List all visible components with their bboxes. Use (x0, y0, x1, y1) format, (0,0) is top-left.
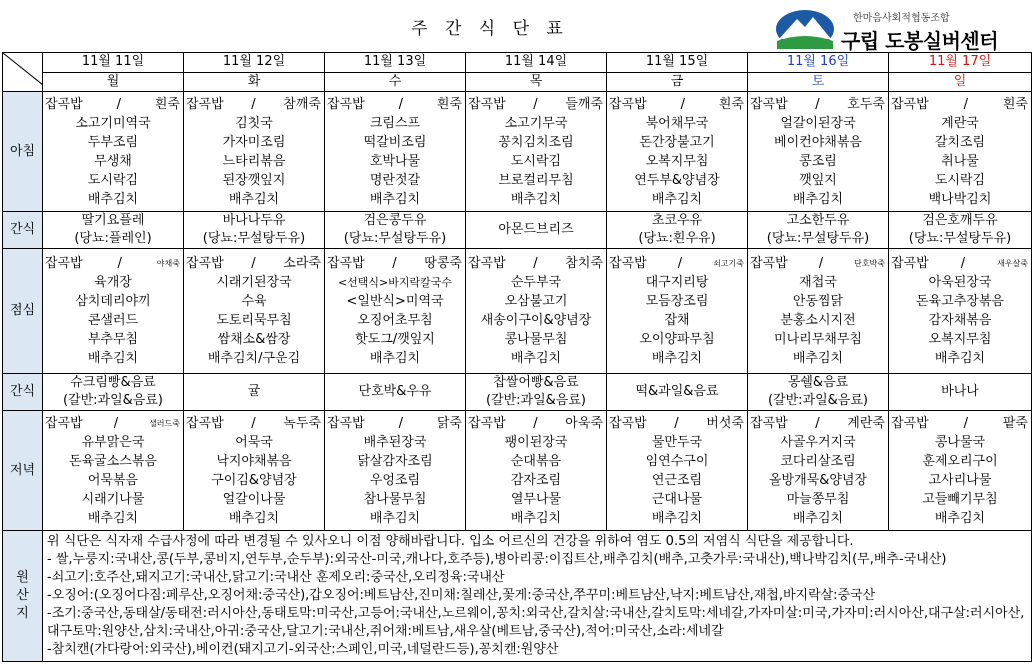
dish-item: 콩조림 (799, 153, 837, 169)
porridge-text: 쇠고기죽 (713, 259, 744, 268)
rice-porridge-line (325, 254, 465, 273)
rice-porridge-line (466, 414, 606, 433)
lunch-cell (748, 249, 889, 374)
weekly-menu-table (2, 52, 1032, 662)
dish-item: 사골우거지국 (780, 434, 856, 450)
rice-text: 잡곡밥 (468, 415, 506, 431)
dish-item: 닭살감자조림 (357, 453, 433, 469)
dish-item: 열무나물 (510, 491, 562, 507)
rice-porridge-line (607, 95, 747, 114)
dinner-cell (325, 411, 466, 531)
snack-item: 아몬드브리즈 (498, 222, 574, 237)
dinner-cell (466, 411, 607, 531)
slash-separator: / (680, 96, 685, 112)
porridge-text: 버섯죽 (706, 415, 744, 431)
dish-item: 모듬장조림 (645, 294, 709, 309)
dish-item: 도토리묵무침 (216, 313, 292, 328)
breakfast-cell (607, 92, 748, 212)
dish-item: 베이컨야채볶음 (774, 134, 862, 150)
rice-text: 잡곡밥 (327, 256, 365, 271)
snack-note: (갈반:과일&음료) (767, 393, 868, 408)
snack-note: (당뇨:흰우유) (638, 231, 716, 246)
weekday-cell: 화 (184, 72, 325, 92)
dish-item: 도시락김 (934, 172, 986, 188)
dish-item: <일반식>미역국 (346, 294, 444, 309)
diagonal-divider (3, 53, 43, 85)
dish-item: 두부조림 (87, 134, 139, 150)
porridge-text: 들깨죽 (565, 96, 603, 112)
origin-label-char: 산 (16, 588, 29, 603)
date-cell: 11월 14일 (466, 53, 607, 73)
date-cell: 11월 11일 (43, 53, 184, 73)
dish-item: 소고기미역국 (75, 115, 151, 131)
dish-item: 핫도그/깻잎지 (355, 332, 435, 347)
snack1-cell (43, 212, 184, 249)
dish-item: 마늘쫑무침 (786, 491, 850, 507)
dish-item: 배추김치 (651, 351, 703, 366)
dish-item: 배추김치/구운김 (207, 351, 301, 366)
snack-item: 바나나두유 (222, 213, 286, 228)
origin-line: -쇠고기:호주산,돼지고기:국내산,닭고기:국내산 훈제오리:중국산,오리정육:국내산 (47, 570, 505, 585)
breakfast-cell (184, 92, 325, 212)
dish-item: 부추무침 (87, 332, 139, 347)
dish-item: 연두부&양념장 (634, 172, 720, 188)
dish-item: 대구지리탕 (645, 275, 709, 290)
dish-item: 가자미조림 (222, 134, 286, 150)
dish-item: 시래기된장국 (216, 275, 292, 290)
rice-porridge-line (889, 95, 1031, 114)
snack-item: 떡&과일&음료 (635, 384, 719, 399)
mountain-logo-icon (775, 9, 835, 49)
dish-item: 어묵볶음 (87, 472, 139, 488)
dinner-row (3, 411, 1032, 531)
dish-item: 느타리볶음 (222, 153, 286, 169)
snack-note: (갈반:과일&음료) (62, 393, 163, 408)
slash-separator: / (398, 96, 403, 112)
dinner-cell (748, 411, 889, 531)
dish-item: 순두부국 (510, 275, 562, 290)
porridge-text: 흰죽 (154, 96, 180, 112)
snack1-cell (889, 212, 1032, 249)
dish-item: 삼치데리야끼 (75, 294, 151, 309)
slash-separator: / (533, 415, 538, 431)
date-cell: 11월 13일 (325, 53, 466, 73)
dish-item: 배추김치 (792, 351, 844, 366)
dish-item: 유부맑은국 (81, 434, 145, 450)
rice-porridge-line (607, 254, 747, 273)
slash-separator: / (117, 256, 122, 271)
origin-label (3, 531, 43, 662)
dish-item: 팽이된장국 (504, 434, 568, 450)
dish-item: 돈간장불고기 (639, 134, 715, 150)
snack1-cell (748, 212, 889, 249)
weekday-cell: 금 (607, 72, 748, 92)
dish-item: 미나리무채무침 (774, 332, 862, 347)
dish-item: 코다리살조림 (780, 453, 856, 469)
dinner-label: 저녁 (3, 411, 43, 531)
rice-porridge-line (43, 254, 183, 273)
snack1-label: 간식 (3, 212, 43, 249)
dish-item: 배추김치 (651, 510, 703, 526)
dish-item: 배추김치 (792, 191, 844, 207)
snack-note: (당뇨:플레인) (74, 231, 152, 246)
slash-separator: / (674, 415, 679, 431)
dish-item: 소고기무국 (504, 115, 568, 131)
date-row (3, 53, 1032, 73)
porridge-text: 땅콩죽 (424, 256, 462, 271)
organization-name: 한마음사회적협동조합 (853, 13, 950, 24)
dish-item: 육개장 (94, 275, 132, 290)
dish-item: 우엉조림 (369, 472, 421, 488)
porridge-text: 호두죽 (847, 96, 885, 112)
slash-separator: / (818, 256, 824, 271)
dinner-cell (43, 411, 184, 531)
weekday-cell: 월 (43, 72, 184, 92)
dish-item: 배추김치 (510, 351, 562, 366)
date-cell: 11월 17일 (889, 53, 1032, 73)
dish-item: 계란국 (941, 115, 979, 131)
porridge-text: 새우살죽 (997, 259, 1028, 268)
snack2-cell (607, 374, 748, 411)
rice-porridge-line (748, 254, 888, 273)
dish-item: 배추김치 (369, 510, 421, 526)
dish-item: 배추김치 (369, 191, 421, 207)
date-cell: 11월 15일 (607, 53, 748, 73)
dish-item: 브로컬리무침 (498, 172, 574, 188)
snack2-cell (889, 374, 1032, 411)
snack1-cell (466, 212, 607, 249)
dish-item: 오징어초무침 (357, 313, 433, 328)
porridge-text: 참깨죽 (283, 96, 321, 112)
snack-item: 검은콩두유 (363, 213, 427, 228)
snack-note: (당뇨:무설탕두유) (766, 231, 870, 246)
dish-item: 배추김치 (792, 510, 844, 526)
slash-separator: / (113, 415, 119, 431)
slash-separator: / (392, 256, 397, 271)
snack1-cell (325, 212, 466, 249)
date-cell: 11월 16일 (748, 53, 889, 73)
porridge-text: 소라죽 (283, 256, 321, 271)
origin-line: 위 식단은 식자재 수급사정에 따라 변경될 수 있사오니 이점 양해바랍니다. 입소 어르신의 건강을 위하여 염도 0.5의 저염식 식단을 제공합니다. (47, 534, 854, 549)
porridge-text: 흰죽 (1002, 96, 1028, 112)
snack-item: 찹쌀어빵&음료 (493, 375, 579, 390)
dish-item: 배추김치 (87, 351, 139, 366)
origin-line: - 쌀,누룽지:국내산,콩(두부,콩비지,연두부,순두부):외국산-미국,캐나다,호주등),병아리콩:이집트산,배추김치(배추,고춧가루:국내산),백나박김치(무,배추-국내산) (47, 552, 947, 567)
dish-item: <선택식>바지락칼국수 (337, 276, 453, 289)
dish-item: 근대나물 (651, 491, 703, 507)
dish-item: 구이김&양념장 (211, 472, 297, 488)
slash-separator: / (533, 256, 538, 271)
dish-item: 북어채무국 (645, 115, 709, 131)
rice-text: 잡곡밥 (468, 96, 506, 112)
snack1-cell (607, 212, 748, 249)
dish-item: 호박나물 (369, 153, 421, 169)
rice-text: 잡곡밥 (45, 96, 83, 112)
snack2-row (3, 374, 1032, 411)
dish-item: 배추김치 (228, 510, 280, 526)
dish-item: 잡채 (664, 313, 690, 328)
origin-label-char: 지 (16, 606, 29, 621)
dish-item: 임연수구이 (645, 453, 709, 469)
dish-item: 갈치조림 (934, 134, 986, 150)
rice-porridge-line (43, 414, 183, 433)
dish-item: 된장깻잎지 (222, 172, 286, 188)
dish-item: 수육 (241, 294, 267, 309)
rice-text: 잡곡밥 (609, 256, 647, 271)
rice-porridge-line (466, 254, 606, 273)
dish-item: 고사리나물 (928, 472, 992, 488)
origin-label-char: 원 (16, 570, 29, 585)
snack-note: (당뇨:무설탕두유) (908, 231, 1012, 246)
rice-text: 잡곡밥 (186, 415, 224, 431)
rice-porridge-line (184, 95, 324, 114)
breakfast-cell (325, 92, 466, 212)
origin-line: -참치캔(가다랑어:외국산),베이컨(돼지고기-외국산:스페인,미국,네덜란드등),꽁치캔:원양산 (47, 642, 559, 657)
dish-item: 참나물무침 (363, 491, 427, 507)
weekday-cell: 수 (325, 72, 466, 92)
dish-item: 고들빼기무침 (922, 491, 998, 507)
dish-item: 배추김치 (934, 351, 986, 366)
center-name: 구립 도봉실버센터 (841, 29, 999, 53)
slash-separator: / (963, 96, 968, 112)
slash-separator: / (533, 96, 538, 112)
dish-item: 감자채볶음 (928, 313, 992, 328)
lunch-cell (889, 249, 1032, 374)
snack-item: 초코우유 (651, 213, 703, 228)
slash-separator: / (398, 415, 403, 431)
dish-item: 백나박김치 (928, 191, 992, 207)
dish-item: 안동찜닭 (792, 294, 844, 309)
rice-text: 잡곡밥 (891, 415, 929, 431)
dish-item: 분홍소시지전 (780, 313, 856, 328)
porridge-text: 흰죽 (718, 96, 744, 112)
dish-item: 배추김치 (87, 510, 139, 526)
slash-separator: / (963, 415, 968, 431)
dish-item: 얼갈이된장국 (780, 115, 856, 131)
rice-porridge-line (889, 254, 1031, 273)
dish-item: 배추김치 (651, 191, 703, 207)
dish-item: 콩나물무침 (504, 332, 568, 347)
breakfast-label: 아침 (3, 92, 43, 212)
slash-separator: / (815, 415, 820, 431)
porridge-text: 단호박죽 (854, 259, 885, 268)
dinner-cell (607, 411, 748, 531)
dish-item: 오삼불고기 (504, 294, 568, 309)
porridge-text: 팥죽 (1002, 415, 1028, 431)
rice-text: 잡곡밥 (468, 256, 506, 271)
snack-note: (갈반:과일&음료) (485, 393, 586, 408)
dish-item: 명란젓갈 (369, 172, 421, 188)
rice-text: 잡곡밥 (327, 96, 365, 112)
rice-porridge-line (466, 95, 606, 114)
dish-item: 아욱된장국 (928, 275, 992, 290)
dish-item: 도시락김 (87, 172, 139, 188)
rice-text: 잡곡밥 (609, 96, 647, 112)
dish-item: 올방개묵&양념장 (768, 472, 868, 488)
snack2-cell (184, 374, 325, 411)
porridge-text: 참치죽 (565, 256, 603, 271)
breakfast-cell (748, 92, 889, 212)
weekday-cell: 목 (466, 72, 607, 92)
rice-porridge-line (43, 95, 183, 114)
lunch-cell (184, 249, 325, 374)
snack-item: 귤 (247, 384, 261, 399)
lunch-row (3, 249, 1032, 374)
dish-item: 감자조림 (510, 472, 562, 488)
snack1-row (3, 212, 1032, 249)
dish-item: 꽁치김치조림 (498, 134, 574, 150)
dish-item: 배추김치 (934, 510, 986, 526)
porridge-text: 야채죽 (156, 259, 180, 268)
lunch-label: 점심 (3, 249, 43, 374)
dish-item: 얼갈이나물 (222, 491, 286, 507)
dish-item: 배추된장국 (363, 434, 427, 450)
rice-porridge-line (184, 254, 324, 273)
snack-item: 단호박&우유 (358, 384, 432, 399)
dish-item: 콩나물국 (934, 434, 986, 450)
slash-separator: / (815, 96, 820, 112)
dish-item: 돈육굴소스볶음 (69, 453, 157, 469)
rice-text: 잡곡밥 (186, 96, 224, 112)
lunch-cell (43, 249, 184, 374)
rice-porridge-line (748, 95, 888, 114)
snack1-cell (184, 212, 325, 249)
snack2-cell (466, 374, 607, 411)
dish-item: 김칫국 (235, 115, 273, 131)
porridge-text: 녹두죽 (283, 415, 321, 431)
rice-text: 잡곡밥 (609, 415, 647, 431)
origin-notice (43, 531, 1032, 662)
dish-item: 낙지야채볶음 (216, 453, 292, 469)
dish-item: 돈육고추장볶음 (916, 294, 1004, 309)
lunch-cell (607, 249, 748, 374)
snack-item: 검은호깨두유 (922, 213, 998, 228)
lunch-cell (466, 249, 607, 374)
dish-item: 훈제오리구이 (922, 453, 998, 469)
dish-item: 새송이구이&양념장 (480, 313, 592, 328)
snack-item: 슈크림빵&음료 (70, 375, 156, 390)
porridge-text: 샐러드죽 (149, 418, 180, 428)
slash-separator: / (116, 96, 121, 112)
slash-separator: / (677, 256, 683, 271)
rice-text: 잡곡밥 (891, 96, 929, 112)
date-cell: 11월 12일 (184, 53, 325, 73)
rice-porridge-line (184, 414, 324, 433)
rice-text: 잡곡밥 (45, 256, 83, 271)
dinner-cell (889, 411, 1032, 531)
dish-item: 배추김치 (510, 510, 562, 526)
snack-note: (당뇨:무설탕두유) (202, 231, 306, 246)
dish-item: 시래기나물 (81, 491, 145, 507)
rice-porridge-line (748, 414, 888, 433)
slash-separator: / (960, 256, 966, 271)
slash-separator: / (251, 256, 256, 271)
porridge-text: 계란죽 (847, 415, 885, 431)
dish-item: 배추김치 (510, 191, 562, 207)
dish-item: 재첩국 (799, 275, 837, 290)
rice-text: 잡곡밥 (327, 415, 365, 431)
dish-item: 연근조림 (651, 472, 703, 488)
lunch-cell (325, 249, 466, 374)
rice-porridge-line (607, 414, 747, 433)
weekday-cell: 일 (889, 72, 1032, 92)
snack-note: (당뇨:무설탕두유) (343, 231, 447, 246)
corner-cell (3, 53, 43, 92)
rice-porridge-line (325, 414, 465, 433)
snack-item: 몽쉘&음료 (787, 375, 849, 390)
rice-text: 잡곡밥 (45, 415, 83, 431)
rice-text: 잡곡밥 (186, 256, 224, 271)
dish-item: 도시락김 (510, 153, 562, 169)
origin-row (3, 531, 1032, 662)
center-logo (775, 7, 1027, 51)
breakfast-cell (43, 92, 184, 212)
dish-item: 콘샐러드 (87, 313, 139, 328)
dish-item: 오이양파무침 (639, 332, 715, 347)
snack2-cell (748, 374, 889, 411)
dish-item: 어묵국 (235, 434, 273, 450)
dish-item: 깻잎지 (799, 172, 837, 188)
dish-item: 떡갈비조림 (363, 134, 427, 150)
breakfast-row (3, 92, 1032, 212)
slash-separator: / (251, 96, 256, 112)
dish-item: 오복지무침 (645, 153, 709, 169)
dish-item: 물만두국 (651, 434, 703, 450)
breakfast-cell (466, 92, 607, 212)
porridge-text: 아욱죽 (565, 415, 603, 431)
dish-item: 배추김치 (228, 191, 280, 207)
breakfast-cell (889, 92, 1032, 212)
dish-item: 배추김치 (369, 351, 421, 366)
dish-item: 쌈채소&쌈장 (217, 332, 291, 347)
rice-porridge-line (325, 95, 465, 114)
origin-line: -오징어:(오징어다짐:페루산,오징어채:중국산),갑오징어:베트남산,진미채:칠레산,꽃게:중국산,쭈꾸미:베트남산,낙지:베트남산,재첩,바지락살:중국산 (47, 588, 876, 603)
rice-porridge-line (889, 414, 1031, 433)
dish-item: 취나물 (941, 153, 979, 169)
dish-item: 배추김치 (87, 191, 139, 207)
snack2-cell (43, 374, 184, 411)
origin-line: -조기:중국산,동태살/동태전:러시아산,동태토막:미국산,고등어:국내산,노르웨이,꽁치:외국산,갈치살:국내산,갈치토막:세네갈,가자미살:미국,가자미:러시아산,대구살:러시아산,대구토막:원양산,삼치:국내산,아귀:중국산,달고기:국내산,쥐어채:베트남,새우살(베트남,중국산),적어:미국산,소라:세네갈 (47, 606, 1025, 639)
page-title: 주 간 식 단 표 (411, 19, 569, 39)
rice-text: 잡곡밥 (750, 256, 788, 271)
weekday-row (3, 72, 1032, 92)
rice-text: 잡곡밥 (750, 415, 788, 431)
snack2-cell (325, 374, 466, 411)
weekday-cell: 토 (748, 72, 889, 92)
dish-item: 크림스프 (369, 115, 421, 131)
porridge-text: 흰죽 (436, 96, 462, 112)
dish-item: 오복지무침 (928, 332, 992, 347)
snack2-label: 간식 (3, 374, 43, 411)
porridge-text: 닭죽 (436, 415, 462, 431)
rice-text: 잡곡밥 (891, 256, 929, 271)
snack-item: 바나나 (941, 384, 979, 399)
snack-item: 딸기요플레 (81, 213, 145, 228)
dish-item: 무생채 (94, 153, 132, 169)
dinner-cell (184, 411, 325, 531)
dish-item: 순대볶음 (510, 453, 562, 469)
slash-separator: / (251, 415, 256, 431)
rice-text: 잡곡밥 (750, 96, 788, 112)
snack-item: 고소한두유 (786, 213, 850, 228)
